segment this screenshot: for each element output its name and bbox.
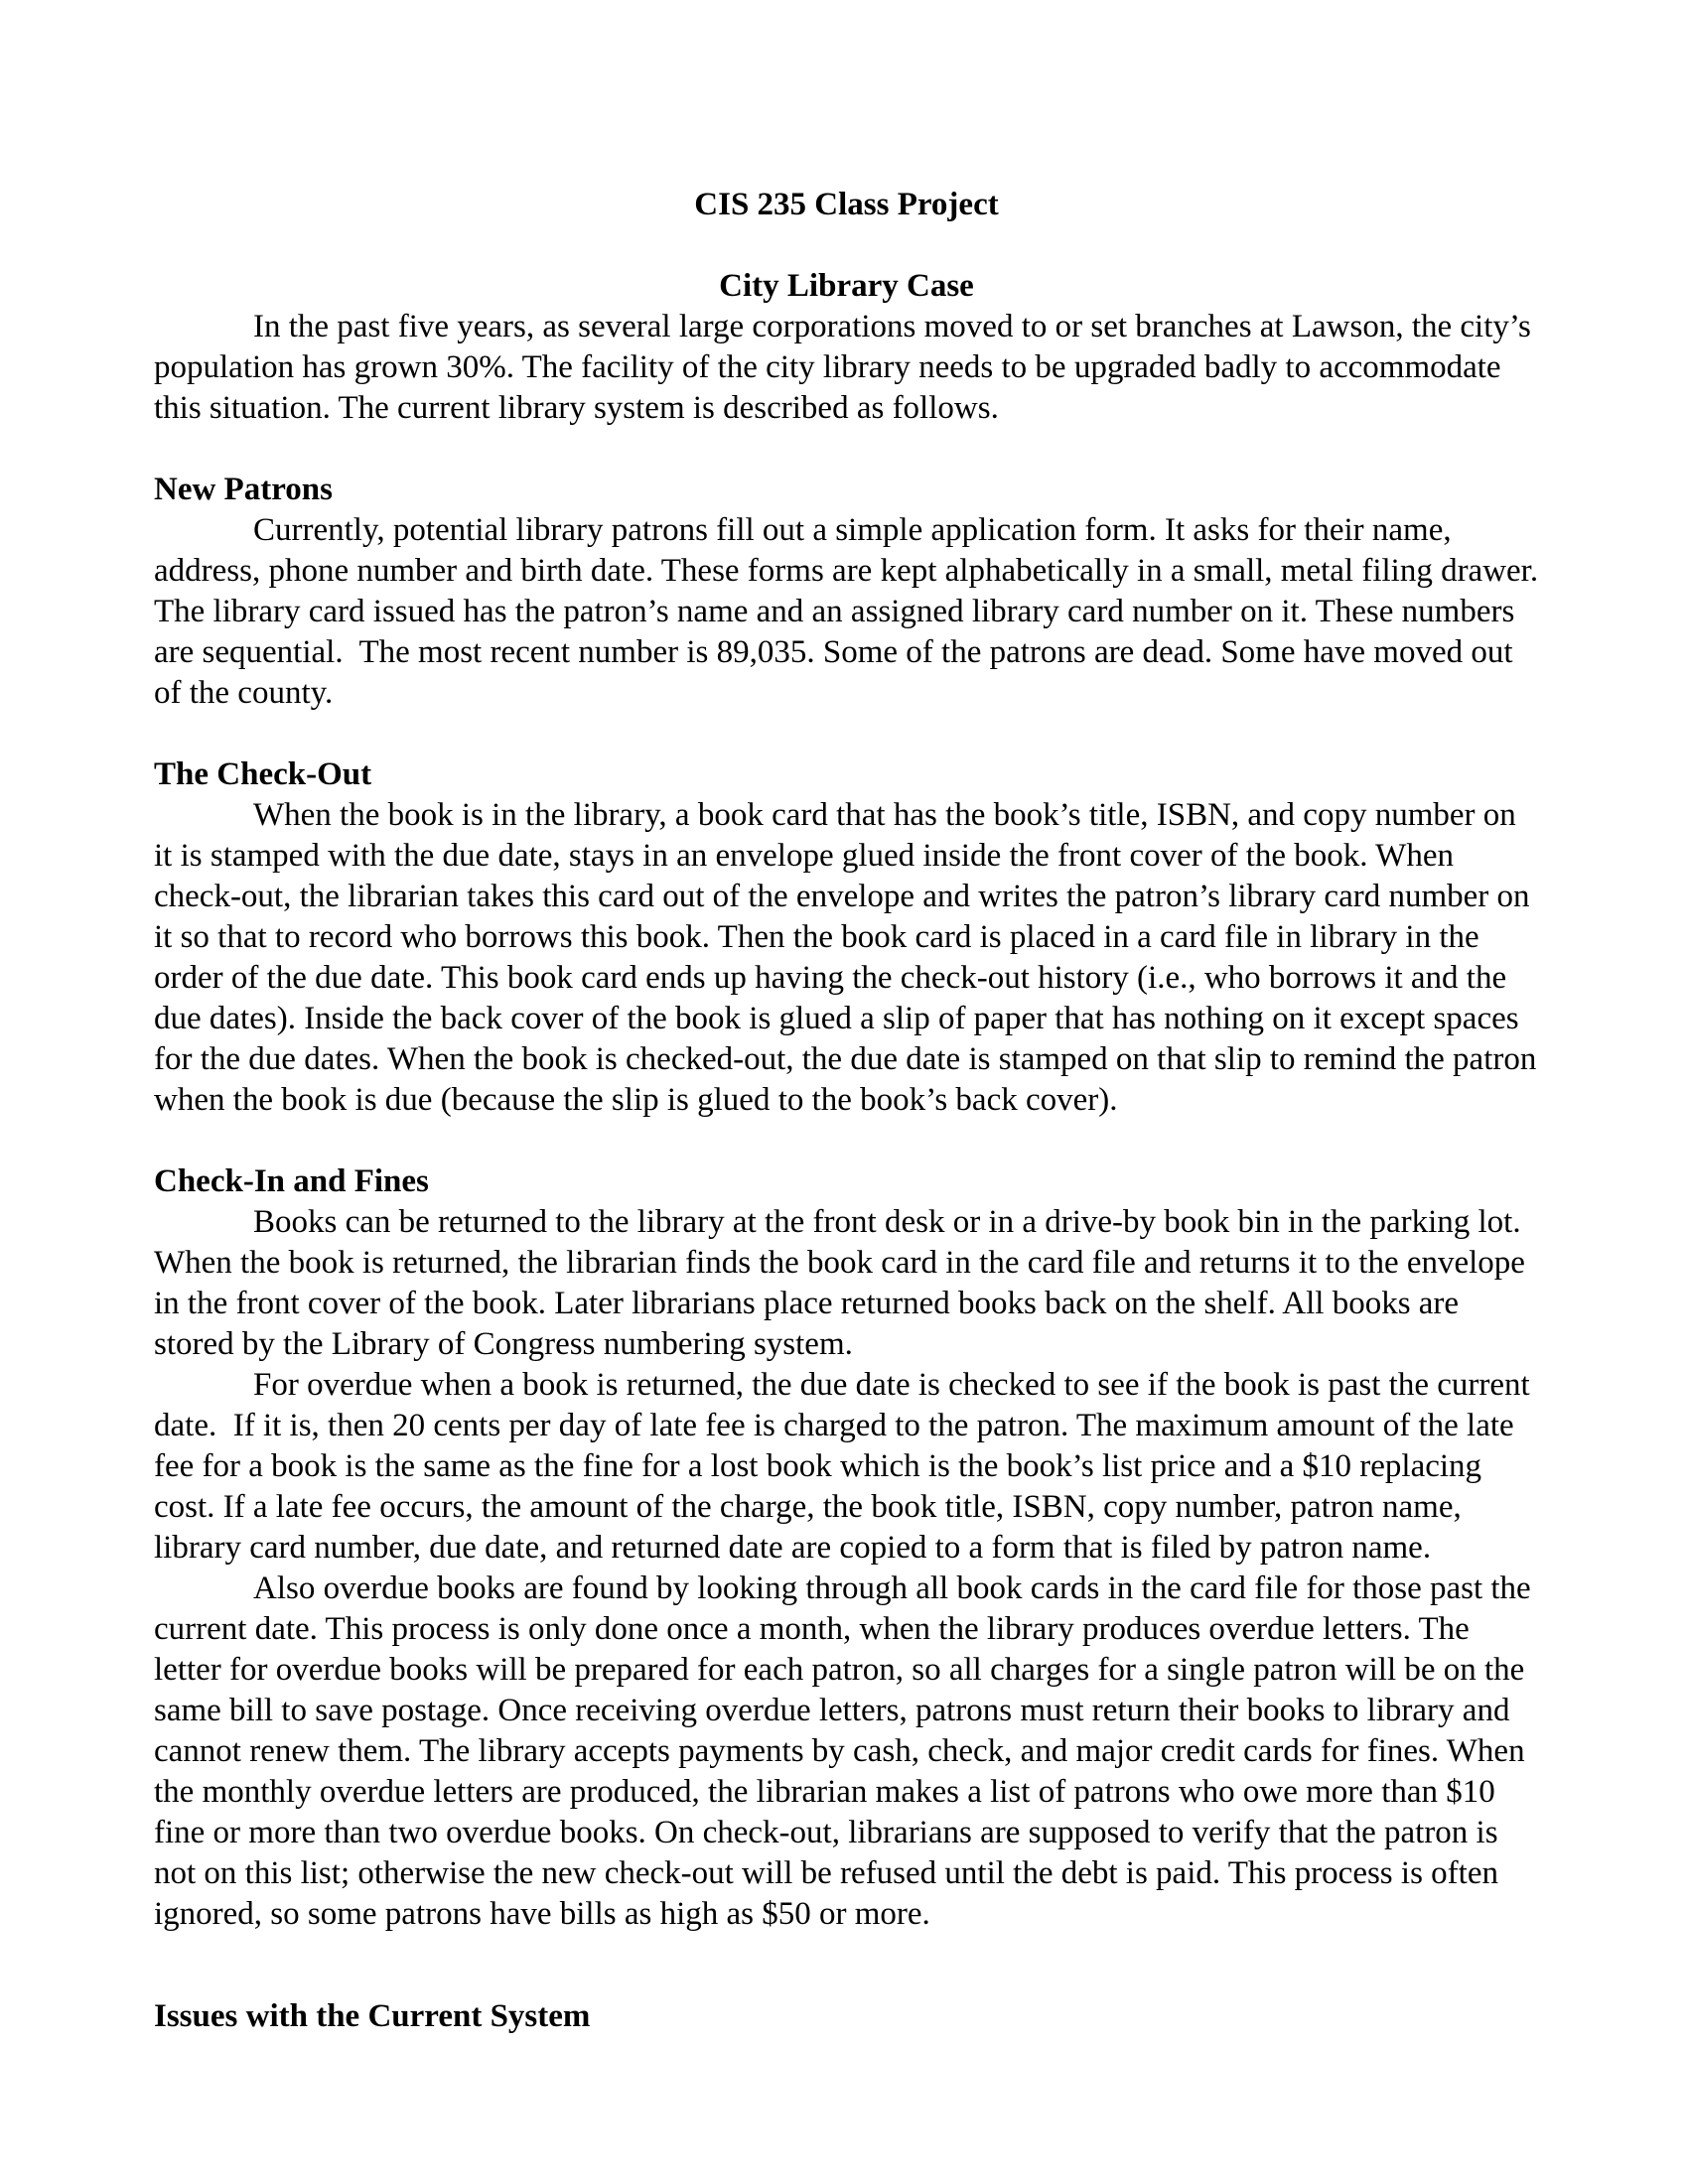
- section-heading-check-out: The Check-Out: [154, 756, 372, 792]
- check-in-paragraph-1: Books can be returned to the library at the front desk or in a drive-by book bin in the parking lot. When the book is returned, the librarian finds the book card in the card file and returns it to the envelope in the front cover of the book. Later librarians place returned books back on the shelf. All books are stored by the Library of Congress numbering system.: [154, 1204, 1534, 1362]
- document-subtitle: City Library Case: [719, 268, 974, 304]
- section-heading-issues-with-current-system: Issues with the Current System: [154, 1998, 591, 2034]
- check-out-paragraph: When the book is in the library, a book card that has the book’s title, ISBN, and copy number on it is stamped with the due date, stays in an envelope glued inside the front cover of the book. When check-out, the librarian takes this card out of the envelope and writes the patron’s library card number on it so that to record who borrows this book. Then the book card is placed in a card file in library in the order of the due date. This book card ends up having the check-out history (i.e., who borrows it and the due dates). Inside the back cover of the book is glued a slip of paper that has nothing on it except spaces for the due dates. When the book is checked-out, the due date is stamped on that slip to remind the patron when the book is due (because the slip is glued to the book’s back cover).: [154, 797, 1545, 1118]
- section-heading-check-in-and-fines: Check-In and Fines: [154, 1163, 429, 1199]
- check-in-paragraph-2: For overdue when a book is returned, the due date is checked to see if the book is past the current date. If it is, then 20 cents per day of late fee is charged to the patron. The maximum amount of the late fee for a book is the same as the fine for a lost book which is the book’s list price and a $10 replacing cost. If a late fee occurs, the amount of the charge, the book title, ISBN, copy number, patron name, library card number, due date, and returned date are copied to a form that is filed by patron name.: [154, 1367, 1538, 1566]
- intro-paragraph: In the past five years, as several large corporations moved to or set branches at Lawson, the city’s population has grown 30%. The facility of the city library needs to be upgraded badly to accommodate this situation. The current library system is described as follows.: [154, 309, 1540, 426]
- new-patrons-paragraph: Currently, potential library patrons fill out a simple application form. It asks for their name, address, phone number and birth date. These forms are kept alphabetically in a small, metal filing drawer. The library card issued has the patron’s name and an assigned library card number on it. These numbers are sequential. The most recent number is 89,035. Some of the patrons are dead. Some have moved out of the county.: [154, 512, 1546, 711]
- section-heading-new-patrons: New Patrons: [154, 472, 333, 507]
- document-title: CIS 235 Class Project: [694, 187, 999, 222]
- check-in-paragraph-3: Also overdue books are found by looking through all book cards in the card file for those past the current date. This process is only done once a month, when the library produces overdue letters. The letter for overdue books will be prepared for each patron, so all charges for a single patron will be on the same bill to save postage. Once receiving overdue letters, patrons must return their books to library and cannot renew them. The library accepts payments by cash, check, and major credit cards for fines. When the monthly overdue letters are produced, the librarian makes a list of patrons who owe more than $10 fine or more than two overdue books. On check-out, librarians are supposed to verify that the patron is not on this list; otherwise the new check-out will be refused until the debt is paid. This process is often ignored, so some patrons have bills as high as $50 or more.: [154, 1570, 1539, 1932]
